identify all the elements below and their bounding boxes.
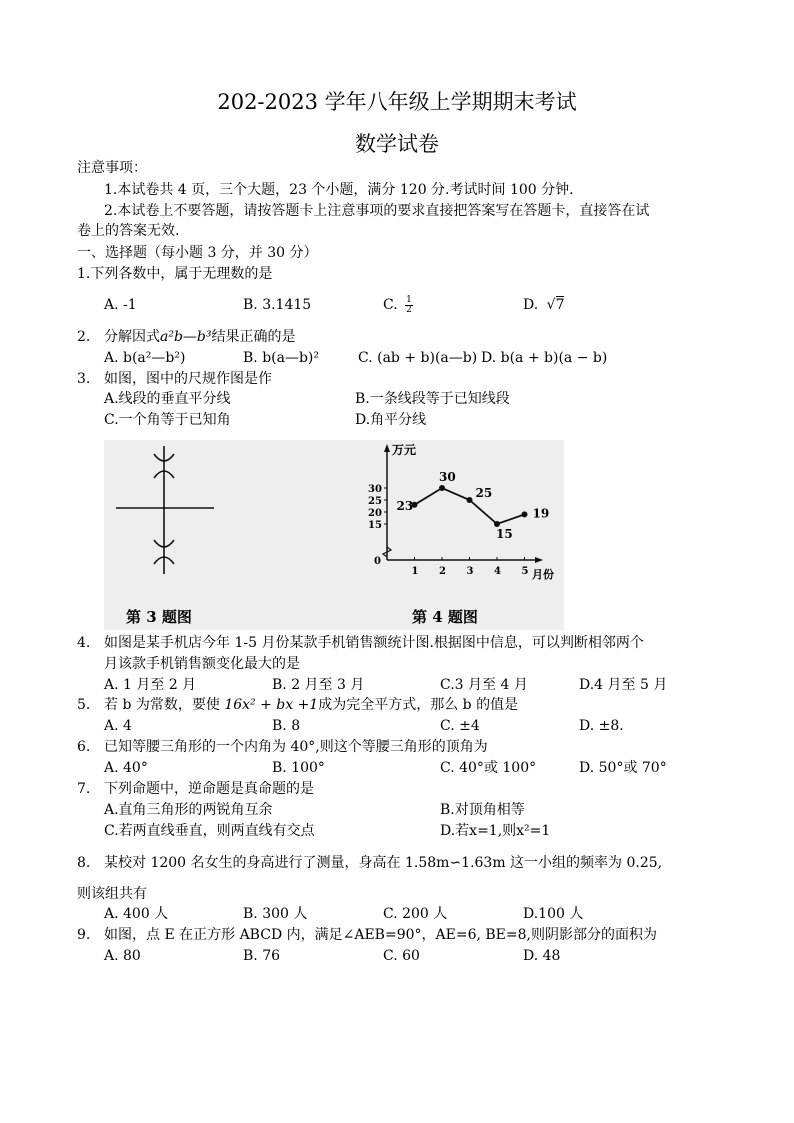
- data-label: 15: [496, 527, 513, 541]
- sqrt-icon: √: [546, 297, 556, 313]
- q2-stem-pre: 分解因式: [104, 329, 160, 345]
- y-tick-label: 15: [368, 520, 382, 531]
- q5-number: 5.: [77, 697, 91, 713]
- q2-stem: [104, 327, 296, 347]
- exam-subtitle: 数学试卷: [355, 132, 439, 156]
- q5-option-c: C. ±4: [440, 718, 480, 734]
- q1-option-c-prefix: C.: [383, 297, 398, 313]
- notice-item-2b: 卷上的答案无效.: [77, 223, 180, 239]
- series-line: [415, 488, 525, 524]
- q4-stem-line2: 月该款手机销售额变化最大的是: [104, 656, 300, 672]
- q8-stem-line2: 则该组共有: [77, 886, 147, 902]
- figure-3-panel: [104, 440, 352, 630]
- q7-option-d: D.若x=1,则x²=1: [440, 823, 551, 839]
- q5-stem-expr: 16x² + bx +1: [224, 697, 319, 713]
- q5-stem-pre: 若 b 为常数，要使: [104, 697, 225, 713]
- q6-stem: 已知等腰三角形的一个内角为 40°,则这个等腰三角形的顶角为: [104, 739, 488, 755]
- fraction-denominator: 2: [406, 304, 412, 315]
- notice-item-2a: 2.本试卷上不要答题，请按答题卡上注意事项的要求直接把答案写在答题卡，直接答在试: [104, 203, 650, 219]
- q8-option-a: A. 400 人: [104, 906, 169, 922]
- q5-option-d: D. ±8.: [579, 718, 624, 734]
- y-axis-label: 万元: [392, 443, 417, 457]
- y-tick-label: 20: [368, 508, 382, 519]
- q6-option-b: B. 100°: [272, 760, 325, 776]
- data-label: 19: [532, 506, 550, 521]
- q2-stem-expr: a²b—b³: [160, 329, 212, 345]
- q5-stem-post: 成为完全平方式，那么 b 的值是: [318, 697, 519, 713]
- q6-number: 6.: [77, 739, 91, 755]
- data-point: [522, 511, 528, 517]
- notice-heading: 注意事项：: [77, 160, 147, 176]
- figure-4-caption: 第 4 题图: [412, 608, 478, 626]
- q1-option-c: [383, 295, 413, 315]
- q2-option-d: D. b(a + b)(a − b): [481, 350, 608, 366]
- q9-option-a: A. 80: [104, 948, 141, 964]
- q7-option-c: C.若两直线垂直，则两直线有交点: [104, 823, 315, 839]
- q9-option-b: B. 76: [243, 948, 281, 964]
- q4-option-a: A. 1 月至 2 月: [104, 677, 197, 693]
- fraction-numerator: 1: [406, 294, 412, 305]
- q3-number: 3.: [77, 371, 91, 387]
- q1-option-d-prefix: D.: [523, 297, 539, 313]
- y-axis-arrow: [384, 444, 390, 452]
- q7-stem: 下列命题中，逆命题是真命题的是: [104, 781, 314, 797]
- fraction: [405, 296, 413, 315]
- q6-option-a: A. 40°: [104, 760, 148, 776]
- q3-option-d: D.角平分线: [355, 412, 427, 428]
- q2-option-b: B. b(a—b)²: [243, 350, 319, 366]
- notice-item-1: 1.本试卷共 4 页，三个大题，23 个小题，满分 120 分.考试时间 100 分钟.: [104, 182, 574, 198]
- q9-option-c: C. 60: [383, 948, 420, 964]
- data-label: 25: [475, 486, 493, 500]
- q5-stem: [104, 695, 518, 715]
- q5-option-b: B. 8: [272, 718, 301, 734]
- x-axis-arrow: [535, 557, 543, 563]
- q9-stem: 如图，点 E 在正方形 ABCD 内，满足∠AEB=90°，AE=6, BE=8,则阴影部分的面积为: [104, 927, 657, 943]
- x-tick-label: 5: [521, 566, 529, 577]
- q3-option-c: C.一个角等于已知角: [104, 412, 231, 428]
- exam-title: 202-2023 学年八年级上学期期末考试: [217, 90, 577, 114]
- data-point: [467, 497, 473, 503]
- q1-stem: 1.下列各数中，属于无理数的是: [77, 266, 273, 282]
- figure-3-caption: 第 3 题图: [126, 608, 192, 626]
- x-axis-label: 月份: [532, 568, 554, 581]
- q2-option-c: C. (ab + b)(a—b): [358, 350, 478, 366]
- q3-stem: 如图，图中的尺规作图是作: [104, 371, 272, 387]
- q4-option-d: D.4 月至 5 月: [579, 677, 668, 693]
- x-tick-label: 3: [466, 566, 474, 577]
- q7-option-b: B.对顶角相等: [440, 802, 525, 818]
- data-label: 30: [439, 470, 456, 484]
- q9-option-d: D. 48: [523, 948, 561, 964]
- q6-option-c: C. 40°或 100°: [440, 760, 537, 776]
- construction-figure: [104, 440, 352, 630]
- q1-option-b: B. 3.1415: [243, 297, 312, 313]
- section-heading: 一、选择题（每小题 3 分，并 30 分）: [77, 245, 318, 261]
- q2-option-a: A. b(a²—b²): [104, 350, 186, 366]
- x-tick-label: 2: [439, 566, 446, 577]
- q1-option-d: [523, 295, 564, 315]
- q5-option-a: A. 4: [104, 718, 132, 734]
- data-label: 23: [396, 498, 414, 513]
- q2-number: 2.: [77, 329, 91, 345]
- q8-option-c: C. 200 人: [383, 906, 448, 922]
- x-tick-label: 1: [411, 566, 419, 577]
- q4-stem-line1: 如图是某手机店今年 1-5 月份某款手机销售额统计图.根据图中信息，可以判断相邻两个: [104, 635, 644, 651]
- q8-stem-line1: 某校对 1200 名女生的身高进行了测量，身高在 1.58m∽1.63m 这一小组的频率为 0.25,: [104, 855, 663, 871]
- figure-4-panel: [352, 440, 564, 630]
- sales-line-chart: [352, 440, 564, 630]
- q2-stem-post: 结果正确的是: [211, 329, 296, 345]
- chart-series: [397, 470, 550, 541]
- q3-option-a: A.线段的垂直平分线: [104, 391, 231, 407]
- y-tick-label: 25: [368, 496, 382, 507]
- q6-option-d: D. 50°或 70°: [579, 760, 667, 776]
- q8-option-b: B. 300 人: [243, 906, 308, 922]
- q7-option-a: A.直角三角形的两锐角互余: [104, 802, 273, 818]
- x-tick-label: 4: [494, 566, 501, 577]
- y-tick-label: 30: [368, 484, 382, 495]
- origin-label: 0: [374, 556, 381, 567]
- q4-number: 4.: [77, 635, 91, 651]
- q4-option-b: B. 2 月至 3 月: [272, 677, 365, 693]
- q1-option-a: A. -1: [104, 297, 137, 313]
- q8-option-d: D.100 人: [523, 906, 584, 922]
- data-point: [439, 485, 445, 491]
- radicand: 7: [555, 297, 565, 313]
- q3-option-b: B.一条线段等于已知线段: [355, 391, 510, 407]
- q7-number: 7.: [77, 781, 91, 797]
- q8-number: 8.: [77, 855, 91, 871]
- q4-option-c: C.3 月至 4 月: [440, 677, 528, 693]
- q9-number: 9.: [77, 927, 91, 943]
